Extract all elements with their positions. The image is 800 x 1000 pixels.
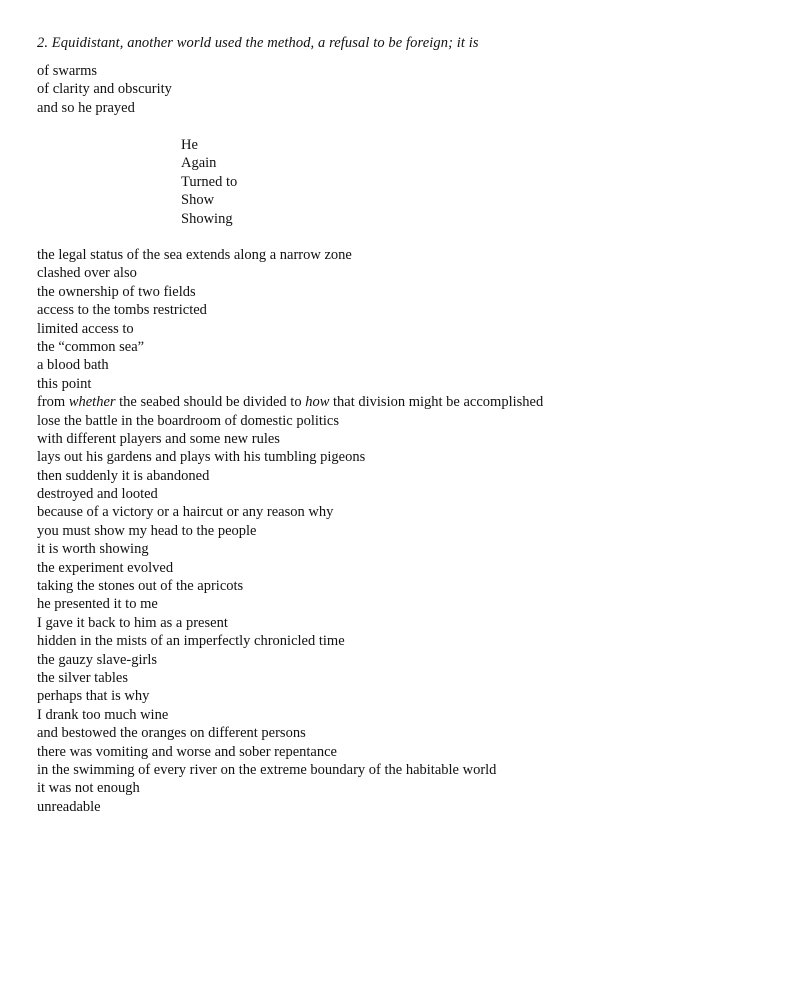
poem-line: he presented it to me <box>37 596 158 613</box>
poem-line: destroyed and looted <box>37 486 158 503</box>
poem-line: the ownership of two fields <box>37 283 196 300</box>
poem-line: it is worth showing <box>37 541 149 558</box>
poem-line: and bestowed the oranges on different persons <box>37 725 306 742</box>
poem-line: because of a victory or a haircut or any reason why <box>37 504 334 521</box>
poem-line: a blood bath <box>37 357 109 374</box>
poem-line: I drank too much wine <box>37 706 169 723</box>
poem-line: perhaps that is why <box>37 688 150 705</box>
opening-stanza <box>37 62 172 117</box>
line-text: the seabed should be divided to <box>115 394 306 411</box>
indented-line: He <box>181 137 198 153</box>
indented-line: Show <box>181 192 215 209</box>
poem-line: the “common sea” <box>37 338 145 355</box>
poem-line: and so he prayed <box>37 99 135 116</box>
poem-line: there was vomiting and worse and sober repentance <box>37 743 337 760</box>
poem-line: this point <box>37 375 92 392</box>
indented-line: Turned to <box>181 173 238 190</box>
poem-line: the experiment evolved <box>37 559 174 576</box>
poem-line: of clarity and obscurity <box>37 81 172 98</box>
poem-line: in the swimming of every river on the extreme boundary of the habitable world <box>37 761 497 778</box>
emphasis-line <box>37 393 543 411</box>
poem-line: of swarms <box>37 63 98 79</box>
poem-line: with different players and some new rules <box>37 430 280 447</box>
poem-line: access to the tombs restricted <box>37 302 207 319</box>
poem-line: clashed over also <box>37 265 137 282</box>
line-text: from <box>37 394 69 411</box>
indented-line: Showing <box>181 210 233 227</box>
poem-line: limited access to <box>37 320 134 337</box>
poem-line: the gauzy slave-girls <box>37 651 157 668</box>
poem-line: you must show my head to the people <box>37 522 257 539</box>
poem-line: lays out his gardens and plays with his tumbling pigeons <box>37 449 366 466</box>
poem-line: it was not enough <box>37 780 140 797</box>
poem-line: lose the battle in the boardroom of domestic politics <box>37 412 340 429</box>
poem-title: 2. Equidistant, another world used the method, a refusal to be foreign; it is <box>37 35 479 51</box>
poem-line: the legal status of the sea extends along a narrow zone <box>37 247 352 263</box>
main-stanza <box>37 246 543 816</box>
poem-line: then suddenly it is abandoned <box>37 467 210 484</box>
line-text: that division might be accomplished <box>329 394 544 411</box>
poem-line: hidden in the mists of an imperfectly chronicled time <box>37 633 345 650</box>
poem-line: I gave it back to him as a present <box>37 614 228 631</box>
indented-line: Again <box>181 155 217 172</box>
emphasis-word: whether <box>68 394 116 411</box>
indented-stanza <box>181 136 237 228</box>
poem-line: the silver tables <box>37 669 129 686</box>
poem-line: unreadable <box>37 798 101 815</box>
poem-line: taking the stones out of the apricots <box>37 578 244 595</box>
emphasis-word: how <box>305 394 330 411</box>
